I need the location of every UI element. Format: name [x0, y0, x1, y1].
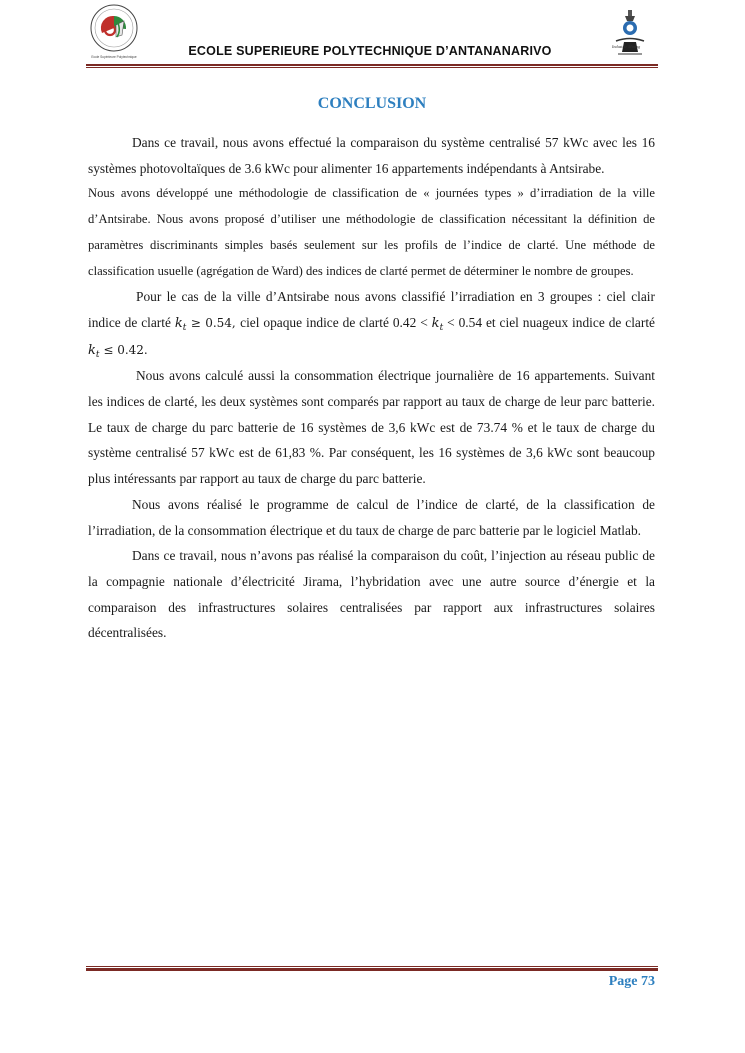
cloudy-threshold: ≤ 0.42. — [99, 342, 148, 357]
kt-symbol: $k_t$ — [174, 315, 187, 333]
clear-threshold: ≥ 0.54, — [186, 315, 241, 330]
header-rule — [86, 64, 658, 66]
school-logo — [88, 3, 140, 61]
logo-caption: Ecole Supérieure Polytechnique — [91, 55, 137, 59]
p3-opaque: ciel opaque indice de clarté 0.42 < — [240, 314, 432, 330]
paragraph-1: Dans ce travail, nous avons effectué la comparaison du système centralisé 57 kWc avec les 16 systèmes photovoltaïques de 3.6 kWc pour alimenter 16 appartements indépendants à Antsirabe. — [88, 135, 655, 176]
p3-intro: Pour le cas de la ville d’Antsirabe nous avons classifié l’irradiation en 3 groupes : ciel clair indice de clarté — [88, 289, 655, 330]
paragraph-3 — [88, 284, 655, 363]
page-number: Page 73 — [608, 974, 655, 989]
paragraph-4: Nous avons calculé aussi la consommation électrique journalière de 16 appartements. Suivant les indices de clarté, les deux systèmes sont comparés par rapport au taux de charge de leur parc batterie. Le taux de charge du parc batterie de 16 systèmes de 3,6 kWc est de 73.74 % et le taux de charge du système centralisé 57 kWc est de 61,83 %. Par conséquent, les 16 systèmes de 3,6 kWc sont beaucoup plus intéressants par rapport au taux de charge du parc batterie. — [88, 368, 655, 487]
kt-symbol: $k_t$ — [431, 315, 444, 333]
paragraph-2: Nous avons développé une méthodologie de classification de « journées types » d’irradiation de la ville d’Antsirabe. Nous avons proposé d’utiliser une méthodologie de classification nécessitant la définition de paramètres discriminants simples basés seulement sur les profils de l’indice de clarté. Une méthode de classification usuelle (agrégation de Ward) des indices de clarté permet de déterminer le nombre de groupes. — [88, 186, 655, 278]
mining-logo — [604, 8, 656, 64]
footer-rule-thin — [86, 966, 658, 967]
paragraph-6: Dans ce travail, nous n’avons pas réalisé la comparaison du coût, l’injection au réseau public de la compagnie nationale d’électricité Jirama, l’hybridation avec une autre source d’énergie et la comparaison des infrastructures solaires centralisées par rapport aux infrastructures solaires décentralisées. — [88, 548, 655, 641]
school-name: ECOLE SUPERIEURE POLYTECHNIQUE D’ANTANANARIVO — [188, 44, 552, 58]
body-text — [88, 130, 655, 646]
footer-rule — [86, 968, 658, 971]
section-heading: CONCLUSION — [317, 95, 427, 112]
kt-symbol: $k_t$ — [88, 342, 100, 360]
header-rule-thin — [86, 67, 658, 68]
paragraph-5: Nous avons réalisé le programme de calcul de l’indice de clarté, de la classification de l’irradiation, de la consommation électrique et du taux de charge de parc batterie par le logiciel Matlab. — [88, 496, 655, 538]
p3-opaque-end: < 0.54 et ciel nuageux indice de clarté — [443, 314, 655, 330]
logo-caption-right: Industrie Mining — [612, 44, 641, 49]
